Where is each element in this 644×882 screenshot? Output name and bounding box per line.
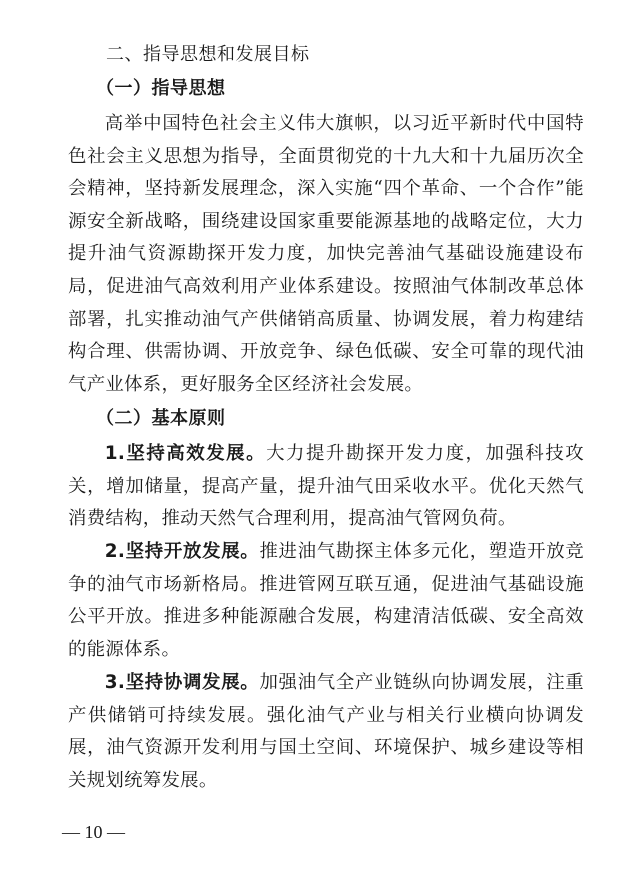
principle-text: 大力提升勘探开发力度，加强科技攻关，增加储量，提高产量，提升油气田采收水平。优化天然气消费结构，推动天然气合理利用，提高油气管网负荷。 <box>68 443 584 530</box>
paragraph-guiding-ideology: 高举中国特色社会主义伟大旗帜，以习近平新时代中国特色社会主义思想为指导，全面贯彻党的十九大和十九届历次全会精神，坚持新发展理念，深入实施“四个革命、一个合作”能源安全新战略，围绕建设国家重要能源基地的战略定位，大力提升油气资源勘探开发力度，加快完善油气基础设施建设布局，促进油气高效利用产业体系建设。按照油气体制改革总体部署，扎实推动油气产供储销高质量、协调发展，着力构建结构合理、供需协调、开放竞争、绿色低碳、安全可靠的现代油气产业体系，更好服务全区经济社会发展。 <box>68 113 584 395</box>
principle-paragraph-open <box>68 536 584 666</box>
subheading-basic-principles: （二）基本原则 <box>96 408 226 429</box>
subheading-guiding-ideology: （一）指导思想 <box>96 78 226 99</box>
principle-paragraph-efficient <box>68 438 584 536</box>
principle-text: 加强油气全产业链纵向协调发展，注重产供储销可持续发展。强化油气产业与相关行业横向协调发展，油气资源开发利用与国土空间、环境保护、城乡建设等相关规划统筹发展。 <box>68 672 585 791</box>
principle-text: 推进油气勘探主体多元化，塑造开放竞争的油气市场新格局。推进管网互联互通，促进油气基础设施公平开放。推进多种能源融合发展，构建清洁低碳、安全高效的能源体系。 <box>68 541 585 660</box>
principle-lead: 1.坚持高效发展。 <box>104 443 267 464</box>
principle-lead: 2.坚持开放发展。 <box>104 541 260 562</box>
page-number: — 10 — <box>62 822 125 842</box>
principle-lead: 3.坚持协调发展。 <box>104 672 260 693</box>
section-heading: 二、指导思想和发展目标 <box>106 44 310 65</box>
principle-paragraph-coordinated <box>68 667 584 797</box>
